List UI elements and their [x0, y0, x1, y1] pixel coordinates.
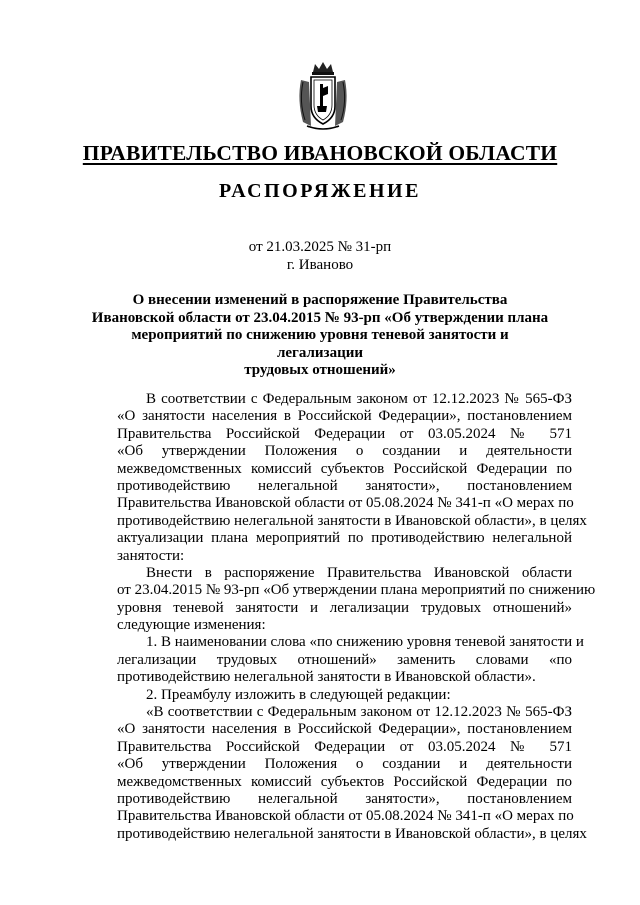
- title-line: мероприятий по снижению уровня теневой занятости и легализации: [131, 327, 509, 361]
- body-line: следующие изменения:: [117, 617, 266, 634]
- body-line: «Об утверждении Положения о создании и деятельности: [117, 756, 572, 773]
- body-line: Правительства Российской Федерации от 03.05.2024 № 571: [117, 738, 572, 755]
- title-line: О внесении изменений в распоряжение Правительства: [132, 292, 508, 308]
- body-line: межведомственных комиссий субъектов Российской Федерации по: [117, 773, 572, 790]
- body-line: противодействию нелегальной занятости в Ивановской области».: [117, 669, 536, 686]
- body-line: межведомственных комиссий субъектов Российской Федерации по: [117, 460, 572, 477]
- body-line: В соответствии с Федеральным законом от 12.12.2023 № 565-ФЗ: [146, 391, 572, 407]
- body-line: «В соответствии с Федеральным законом от 12.12.2023 № 565-ФЗ: [146, 704, 572, 721]
- title-line: трудовых отношений»: [244, 362, 396, 378]
- title-line: Ивановской области от 23.04.2015 № 93-рп «Об утверждении плана: [91, 309, 549, 326]
- date-number: от 21.03.2025 № 31-рп: [248, 239, 392, 255]
- body-line: противодействию нелегальной занятости», постановлением: [117, 790, 572, 807]
- body-line: 1. В наименовании слова «по снижению уровня теневой занятости и: [146, 634, 584, 651]
- body-line: Правительства Ивановской области от 05.08.2024 № 341-п «О мерах по: [117, 495, 574, 512]
- body-line: занятости:: [117, 547, 185, 564]
- body-line: 2. Преамбулу изложить в следующей редакции:: [146, 686, 451, 703]
- body-line: актуализации плана мероприятий по противодействию нелегальной: [117, 530, 572, 547]
- coat-of-arms-icon: [293, 60, 353, 132]
- body-line: Внести в распоряжение Правительства Ивановской области: [146, 564, 572, 581]
- body-line: Правительства Ивановской области от 05.08.2024 № 341-п «О мерах по: [117, 808, 574, 825]
- body-line: противодействию нелегальной занятости в Ивановской области», в целях: [117, 512, 587, 529]
- document-title: [90, 292, 550, 380]
- body-line: легализации трудовых отношений» заменить словами «по: [117, 651, 572, 668]
- body-line: «Об утверждении Положения о создании и деятельности: [117, 443, 572, 460]
- body-line: «О занятости населения в Российской Федерации», постановлением: [117, 721, 572, 738]
- body-line: Правительства Российской Федерации от 03.05.2024 № 571: [117, 425, 572, 442]
- city: г. Иваново: [286, 257, 354, 273]
- body-line: противодействию нелегальной занятости в Ивановской области», в целях: [117, 825, 587, 842]
- body-line: «О занятости населения в Российской Федерации», постановлением: [117, 408, 572, 425]
- body-line: уровня теневой занятости и легализации трудовых отношений»: [117, 599, 572, 616]
- document-type: РАСПОРЯЖЕНИЕ: [219, 180, 421, 202]
- document-body: [117, 391, 596, 843]
- body-line: от 23.04.2015 № 93-рп «Об утверждении плана мероприятий по снижению: [117, 582, 596, 599]
- body-line: противодействию нелегальной занятости», постановлением: [117, 477, 572, 494]
- document-meta: [0, 238, 640, 274]
- organization-name: ПРАВИТЕЛЬСТВО ИВАНОВСКОЙ ОБЛАСТИ: [82, 141, 558, 165]
